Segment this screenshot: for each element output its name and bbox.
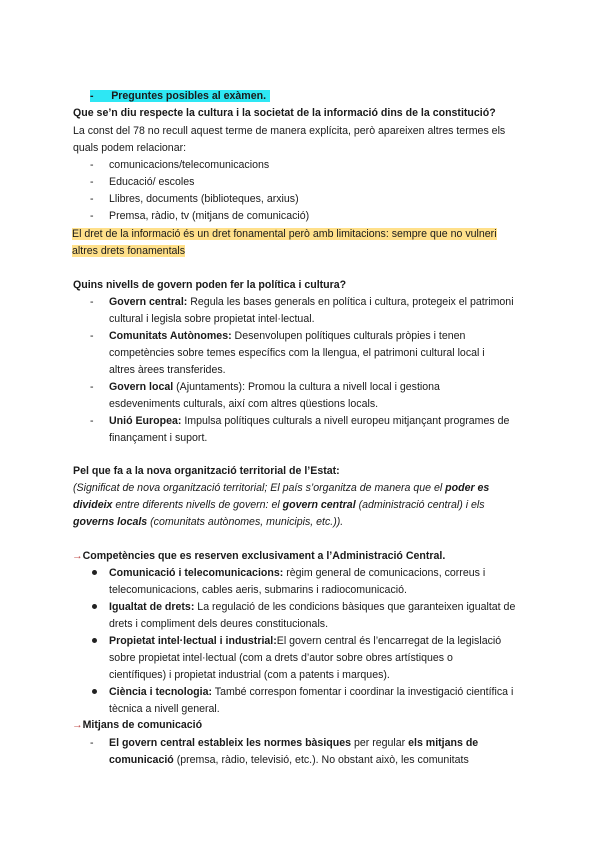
government-levels-heading: Quins nivells de govern poden fer la política i cultura? — [73, 279, 347, 291]
list-dash: - — [90, 381, 94, 393]
european-union-item: Unió Europea: Impulsa polítiques culturals a nivell europeu mitjançant programes de — [109, 415, 510, 427]
competence-item: Ciència i tecnologia: També correspon fomentar i coordinar la investigació científica i — [109, 686, 514, 698]
territorial-paragraph: divideix entre diferents nivells de govern: el govern central (administració central) i els — [73, 499, 485, 511]
arrow-right-icon: → — [72, 719, 83, 731]
bullet-icon — [92, 604, 97, 609]
competence-item: Igualtat de drets: La regulació de les condicions bàsiques que garanteixen igualtat de — [109, 601, 516, 613]
territorial-organisation-heading: Pel que fa a la nova organització territorial de l’Estat: — [73, 465, 340, 477]
autonomous-communities-item: competències sobre temes específics com la llengua, el patrimoni cultural local i — [109, 347, 485, 359]
autonomous-communities-item: altres àrees transferides. — [109, 364, 226, 376]
list-dash: - — [90, 210, 94, 222]
european-union-item: finançament i suport. — [109, 432, 208, 444]
media-item: comunicació (premsa, ràdio, televisió, etc.). No obstant això, les comunitats — [109, 754, 469, 766]
exam-questions-heading: - Preguntes posibles al exàmen. — [90, 88, 270, 104]
paragraph-line: La const del 78 no recull aquest terme de manera explícita, però apareixen altres termes els — [73, 125, 506, 137]
list-dash: - — [90, 296, 94, 308]
competence-item: telecomunicacions, cables aeris, submarins i radiocomunicació. — [109, 584, 407, 596]
competence-item: drets i compliment dels deures constitucionals. — [109, 618, 329, 630]
competence-item: Comunicació i telecomunicacions: règim general de comunicacions, correus i — [109, 567, 486, 579]
constitution-question: Que se’n diu respecte la cultura i la societat de la informació dins de la constitució? — [73, 107, 496, 119]
paragraph-line: quals podem relacionar: — [73, 142, 187, 154]
competence-item: tècnica a nivell general. — [109, 703, 220, 715]
list-dash: - — [90, 737, 94, 749]
highlighted-statement: altres drets fonamentals — [72, 245, 186, 257]
competence-item: científiques) i propietat industrial (com a patents i marques). — [109, 669, 390, 681]
arrow-right-icon: → — [72, 550, 83, 562]
list-dash: - — [90, 176, 94, 188]
list-item: Llibres, documents (biblioteques, arxius) — [109, 193, 299, 205]
media-heading: →Mitjans de comunicació — [72, 719, 203, 731]
local-government-item: esdeveniments culturals, així com altres qüestions locals. — [109, 398, 379, 410]
bullet-icon — [92, 570, 97, 575]
list-item: Premsa, ràdio, tv (mitjans de comunicació) — [109, 210, 310, 222]
list-item: comunicacions/telecomunicacions — [109, 159, 270, 171]
central-government-item: cultural i legisla sobre propietat intel·lectual. — [109, 313, 315, 325]
list-item: Educació/ escoles — [109, 176, 195, 188]
highlighted-statement: El dret de la informació és un dret fonamental però amb limitacions: sempre que no vulneri — [72, 228, 497, 240]
local-government-item: Govern local (Ajuntaments): Promou la cultura a nivell local i gestiona — [109, 381, 440, 393]
list-dash: - — [90, 159, 94, 171]
territorial-paragraph: (Significat de nova organització territorial; El país s’organitza de manera que el poder es — [73, 482, 490, 494]
bullet-icon — [92, 689, 97, 694]
competence-item: sobre propietat intel·lectual (com a drets d’autor sobre obres artístiques o — [109, 652, 453, 664]
competences-heading: →Competències que es reserven exclusivament a l’Administració Central. — [72, 550, 446, 562]
bullet-icon — [92, 638, 97, 643]
central-government-item: Govern central: Regula les bases generals en política i cultura, protegeix el patrimoni — [109, 296, 514, 308]
list-dash: - — [90, 193, 94, 205]
list-dash: - — [90, 330, 94, 342]
autonomous-communities-item: Comunitats Autònomes: Desenvolupen polítiques culturals pròpies i tenen — [109, 330, 466, 342]
territorial-paragraph: governs locals (comunitats autònomes, municipis, etc.)). — [73, 516, 344, 528]
media-item: El govern central estableix les normes bàsiques per regular els mitjans de — [109, 737, 479, 749]
competence-item: Propietat intel·lectual i industrial:El govern central és l’encarregat de la legislació — [109, 635, 502, 647]
list-dash: - — [90, 415, 94, 427]
